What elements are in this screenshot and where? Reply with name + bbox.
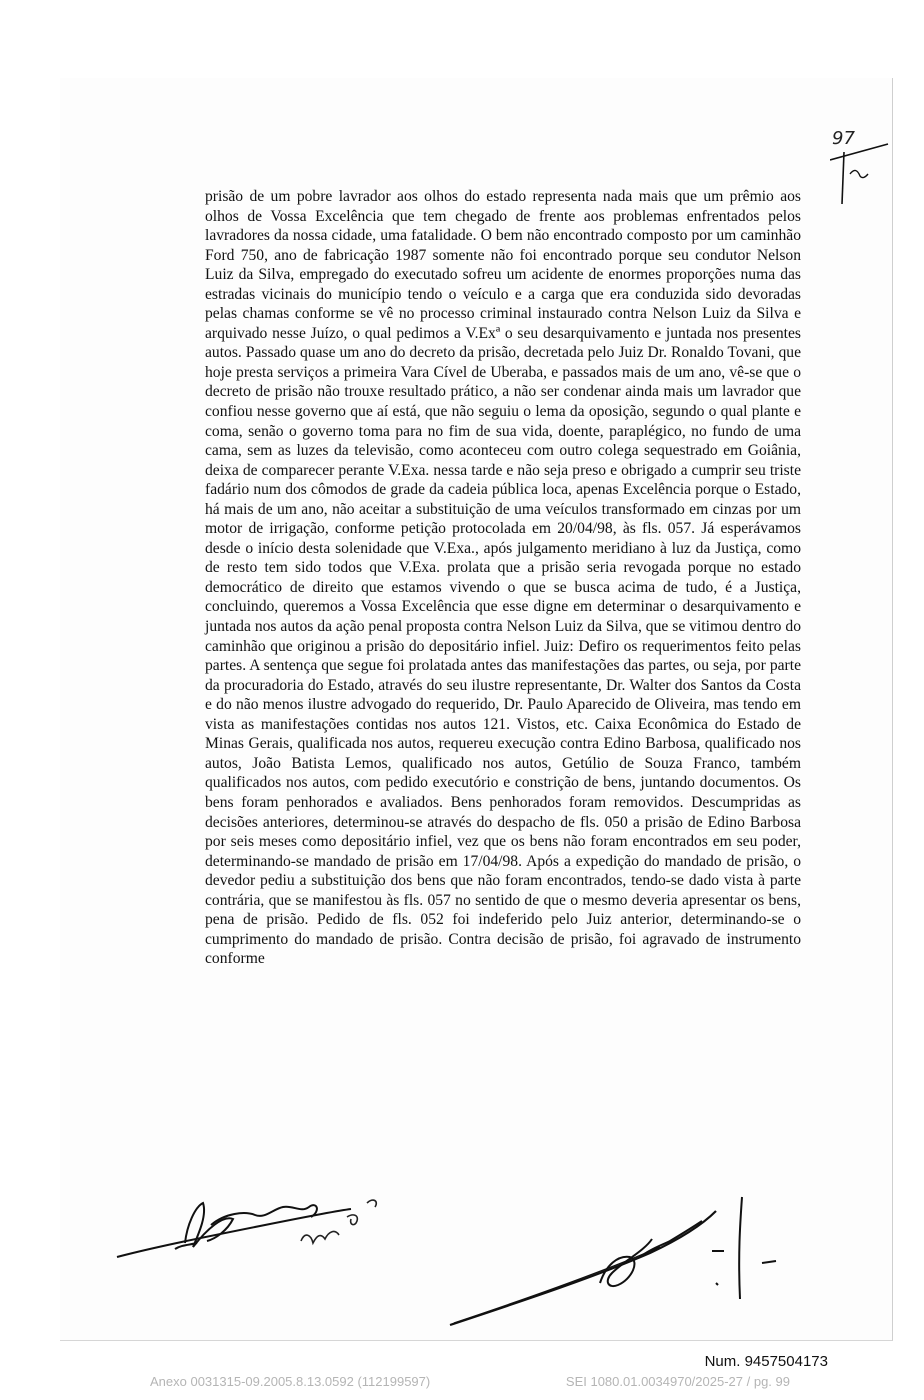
sei-reference: SEI 1080.01.0034970/2025-27 / pg. 99: [565, 1374, 790, 1389]
svg-text:97: 97: [832, 128, 855, 149]
signature-right: [440, 1195, 800, 1335]
signature-left: [115, 1185, 415, 1285]
handwritten-page-number: [830, 122, 890, 212]
document-number: Num. 9457504173: [704, 1353, 828, 1370]
annex-reference: Anexo 0031315-09.2005.8.13.0592 (112199597): [150, 1374, 431, 1389]
footer-watermark: [150, 1374, 790, 1389]
document-body-text: prisão de um pobre lavrador aos olhos do estado representa nada mais que um prêmio aos olhos de Vossa Excelência que tem chegado de frente aos problemas enfrentados pelos lavradores da nossa cidade, uma fatalidade. O bem não encontrado composto por um caminhão Ford 750, ano de fabricação 1987 somente não foi encontrado porque seu condutor Nelson Luiz da Silva, empregado do executado sofreu um acidente de enormes proporções numa das estradas vicinais do município tendo o veículo e a carga que era conduzida sido devoradas pelas chamas conforme se vê no processo criminal instaurado contra Nelson Luiz da Silva e arquivado nesse Juízo, o qual pedimos a V.Exª o seu desarquivamento e juntada nos presentes autos. Passado quase um ano do decreto da prisão, decretada pelo Juiz Dr. Ronaldo Tovani, que hoje presta serviços a primeira Vara Cível de Uberaba, e passados mais de um ano, vê-se que o decreto de prisão não trouxe resultado prático, a não ser condenar ainda mais um lavrador que confiou nesse governo que aí está, que não seguiu o lema da oposição, segundo o qual plante e coma, senão o governo toma para no fim de sua vida, doente, paraplégico, no fundo de uma cama, sem as luzes da televisão, como aconteceu com outro colega sequestrado em Goiânia, deixa de comparecer perante V.Exa. nessa tarde e não seja preso e obrigado a cumprir seu triste fadário num dos cômodos de grade da cadeia pública loca, apenas Excelência porque o Estado, há mais de um ano, não aceitar a substituição de uma veículos transformado em cinzas por um motor de irrigação, conforme petição protocolada em 20/04/98, às fls. 057. Já esperávamos desde o início desta solenidade que V.Exa., após julgamento meridiano à luz da Justiça, como de resto tem sido todos que V.Exa. prolata que a prisão seria revogada porque no estado democrático de direito que estamos vivendo o que se busca acima de tudo, é a Justiça, concluindo, queremos a Vossa Excelência que esse digne em determinar o desarquivamento e juntada nos autos da ação penal proposta contra Nelson Luiz da Silva, que se vitimou dentro do caminhão que originou a prisão do depositário infiel. Juiz: Defiro os requerimentos feito pelas partes. A sentença que segue foi prolatada antes das manifestações das partes, ou seja, por parte da procuradoria do Estado, através do seu ilustre representante, Dr. Walter dos Santos da Costa e do não menos ilustre advogado do requerido, Dr. Paulo Aparecido de Oliveira, mas tendo em vista as manifestações contidas nos autos 121. Vistos, etc. Caixa Econômica do Estado de Minas Gerais, qualificada nos autos, requereu execução contra Edino Barbosa, qualificado nos autos, João Batista Lemos, qualificado nos autos, Getúlio de Souza Franco, também qualificados nos autos, com pedido executório e constrição de bens, juntando documentos. Os bens foram penhorados e avaliados. Bens penhorados foram removidos. Descumpridas as decisões anteriores, determinou-se através do despacho de fls. 050 a prisão de Edino Barbosa por seis meses como depositário infiel, vez que os bens não foram encontrados em seu poder, determinando-se mandado de prisão em 17/04/98. Após a expedição do mandado de prisão, o devedor pediu a substituição dos bens que não foram encontrados, tendo-se dado vista à parte contrária, que se manifestou às fls. 057 no sentido de que o mesmo deveria apresentar os bens, pena de prisão. Pedido de fls. 052 foi indeferido pelo Juiz anterior, determinando-se o cumprimento do mandado de prisão. Contra decisão de prisão, foi agravado de instrumento conforme: [205, 188, 801, 968]
